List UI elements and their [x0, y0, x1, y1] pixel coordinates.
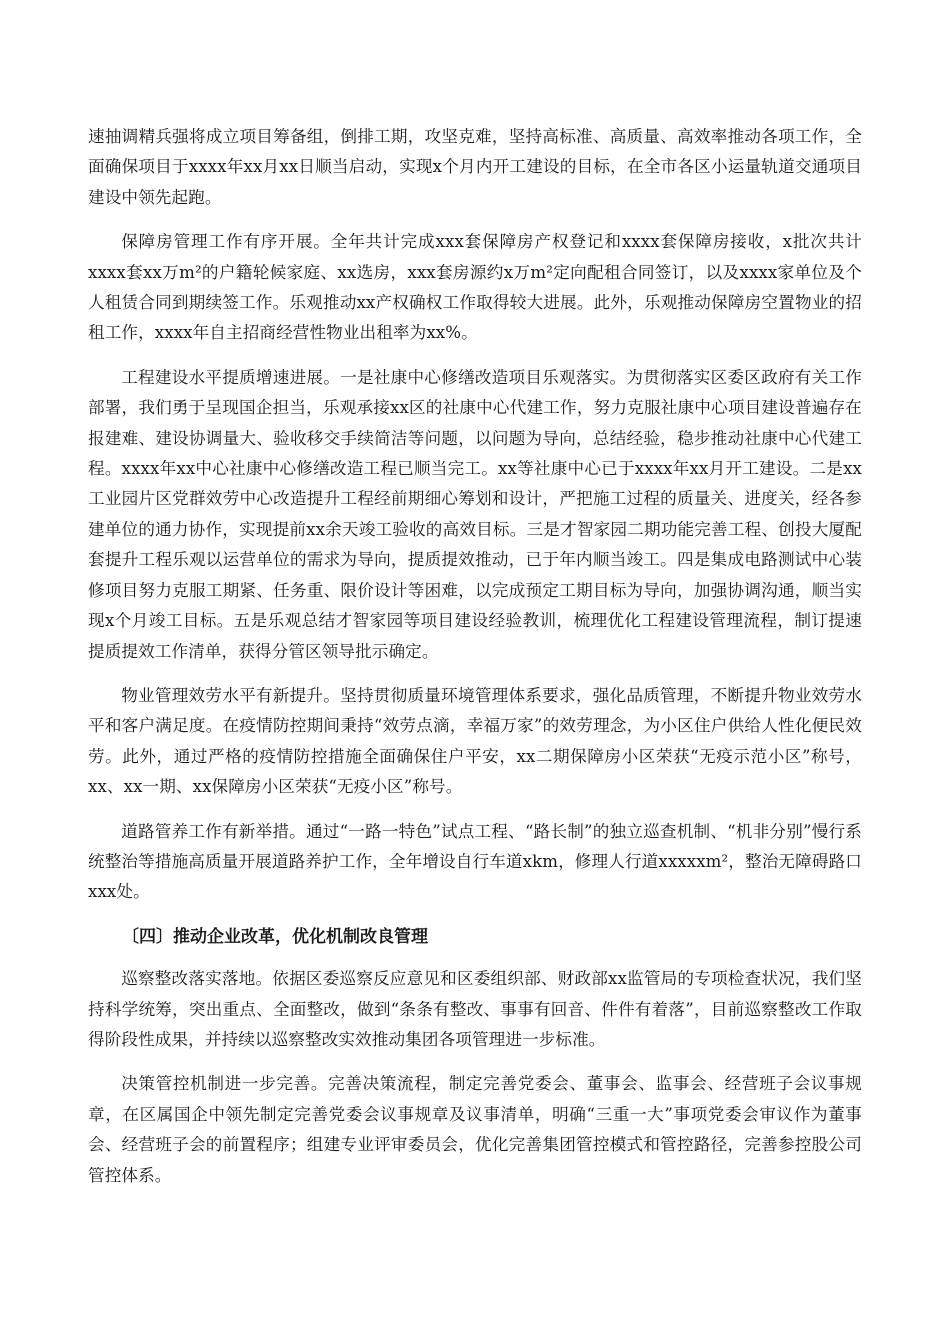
paragraph-inspection-rectification: 巡察整改落实落地。依据区委巡察反应意见和区委组织部、财政部xx监管局的专项检查状况，我们坚持科学统筹，突出重点、全面整改，做到“条条有整改、事事有回音、件件有着落”，目前巡察整改工作取得阶段性成果，并持续以巡察整改实效推动集团各项管理进一步标准。	[88, 969, 862, 1049]
document-page	[88, 122, 862, 1205]
paragraph-road-maintenance: 道路管养工作有新举措。通过“一路一特色”试点工程、“路长制”的独立巡查机制、“机非分别”慢行系统整治等措施高质量开展道路养护工作，全年增设自行车道xkm，修理人行道xxxxxm²，整治无障碍路口xxx处。	[88, 821, 862, 902]
paragraph-property-management: 物业管理效劳水平有新提升。坚持贯彻质量环境管理体系要求，强化品质管理，不断提升物业效劳水平和客户满足度。在疫情防控期间秉持“效劳点滴，幸福万家”的效劳理念，为小区住户供给人性化便民效劳。此外，通过严格的疫情防控措施全面确保住户平安，xx二期保障房小区荣获“无疫示范小区”称号，xx、xx一期、xx保障房小区荣获“无疫小区”称号。	[88, 685, 862, 797]
paragraph-housing-management: 保障房管理工作有序开展。全年共计完成xxx套保障房产权登记和xxxx套保障房接收，x批次共计xxxx套xx万m²的户籍轮候家庭、xx选房，xxx套房源约x万m²定向配租合同签订，以及xxxx家单位及个人租赁合同到期续签工作。乐观推动xx产权确权工作取得较大进展。此外，乐观推动保障房空置物业的招租工作，xxxx年自主招商经营性物业出租率为xx%。	[88, 232, 862, 343]
paragraph-continuation: 速抽调精兵强将成立项目筹备组，倒排工期，攻坚克难，坚持高标准、高质量、高效率推动各项工作，全面确保项目于xxxx年xx月xx日顺当启动，实现x个月内开工建设的目标，在全市各区小运量轨道交通项目建设中领先起跑。	[88, 127, 862, 207]
paragraph-decision-control: 决策管控机制进一步完善。完善决策流程，制定完善党委会、董事会、监事会、经营班子会议事规章，在区属国企中领先制定完善党委会议事规章及议事清单，明确“三重一大”事项党委会审议作为董事会、经营班子会的前置程序；组建专业评审委员会，优化完善集团管控模式和管控路径，完善参控股公司管控体系。	[88, 1074, 862, 1185]
section-heading: 〔四〕推动企业改革，优化机制改良管理	[122, 926, 428, 947]
paragraph-engineering-construction: 工程建设水平提质增速进展。一是社康中心修缮改造项目乐观落实。为贯彻落实区委区政府有关工作部署，我们勇于呈现国企担当，乐观承接xx区的社康中心代建工作，努力克服社康中心项目建设普遍存在报建难、建设协调量大、验收移交手续简洁等问题，以问题为导向，总结经验，稳步推动社康中心代建工程。xxxx年xx中心社康中心修缮改造工程已顺当完工。xx等社康中心已于xxxx年xx月开工建设。二是xx工业园片区党群效劳中心改造提升工程经前期细心筹划和设计，严把施工过程的质量关、进度关，经各参建单位的通力协作，实现提前xx余天竣工验收的高效目标。三是才智家园二期功能完善工程、创投大厦配套提升工程乐观以运营单位的需求为导向，提质提效推动，已于年内顺当竣工。四是集成电路测试中心装修项目努力克服工期紧、任务重、限价设计等困难，以完成预定工期目标为导向，加强协调沟通，顺当实现x个月竣工目标。五是乐观总结才智家园等项目建设经验教训，梳理优化工程建设管理流程，制订提速提质提效工作清单，获得分管区领导批示确定。	[88, 367, 862, 661]
